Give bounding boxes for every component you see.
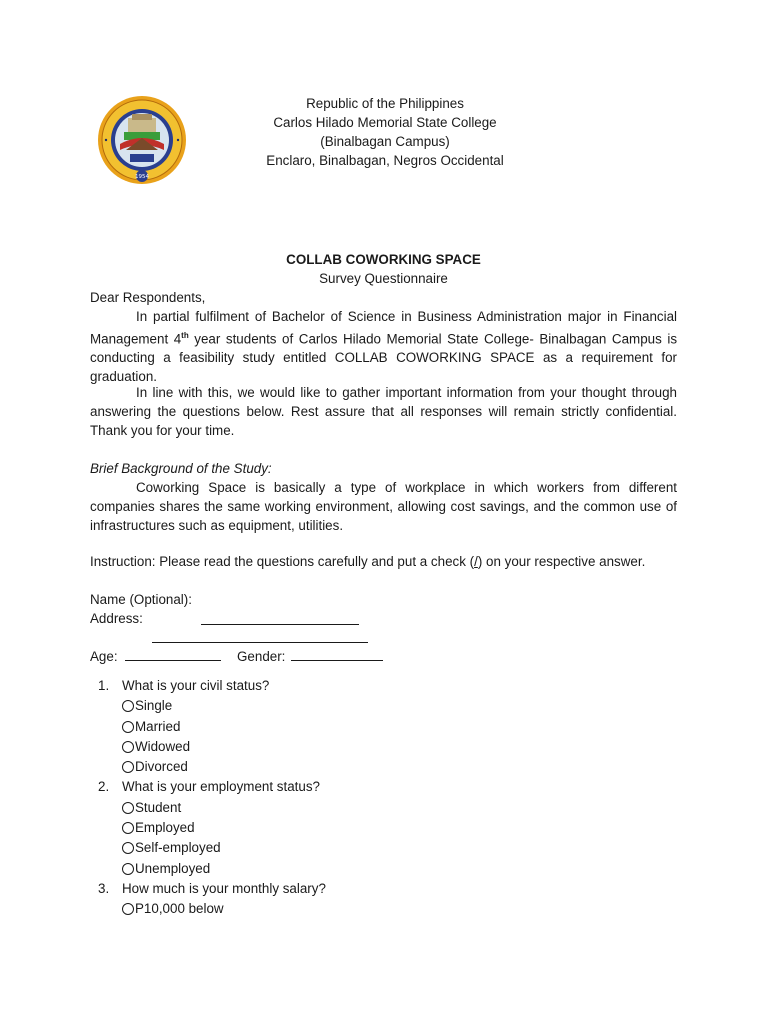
radio-icon[interactable] xyxy=(122,903,134,915)
radio-icon[interactable] xyxy=(122,761,134,773)
option-self-employed[interactable]: Self-employed xyxy=(98,838,658,858)
document-title-block xyxy=(90,250,677,288)
header-line-campus: (Binalbagan Campus) xyxy=(320,134,450,149)
name-field-label: Name (Optional): xyxy=(90,592,192,607)
question-list xyxy=(98,676,658,920)
option-employed[interactable]: Employed xyxy=(98,818,658,838)
question-3: 3. How much is your monthly salary? P10,000 below xyxy=(98,879,658,920)
age-field-label: Age: xyxy=(90,649,118,664)
question-2: 2. What is your employment status? Student Employed Self-employed Unemployed xyxy=(98,777,658,878)
radio-icon[interactable] xyxy=(122,802,134,814)
gender-input-line[interactable] xyxy=(291,648,383,661)
radio-icon[interactable] xyxy=(122,741,134,753)
header-line-college: Carlos Hilado Memorial State College xyxy=(273,115,497,130)
option-student[interactable]: Student xyxy=(98,798,658,818)
letter-paragraph-1: In partial fulfilment of Bachelor of Science in Business Administration major in Financial Management 4th year students of Carlos Hilado Memorial State College- Binalbagan Campus is conducting a feasibility study entitled COLLAB COWORKING SPACE as a requirement for graduation. xyxy=(90,309,678,385)
address-line-2[interactable] xyxy=(152,630,368,643)
option-p10000-below[interactable]: P10,000 below xyxy=(98,899,658,919)
background-heading: Brief Background of the Study: xyxy=(90,461,272,476)
instruction-text: Instruction: Please read the questions carefully and put a check (/) on your respective answer. xyxy=(90,554,646,569)
question-1-text: What is your civil status? xyxy=(122,678,270,693)
option-single[interactable]: Single xyxy=(98,696,658,716)
header-line-republic: Republic of the Philippines xyxy=(306,96,464,111)
option-divorced[interactable]: Divorced xyxy=(98,757,658,777)
check-mark-symbol: / xyxy=(474,554,478,569)
document-subtitle: Survey Questionnaire xyxy=(319,271,448,286)
question-3-text: How much is your monthly salary? xyxy=(122,880,326,896)
age-input-line[interactable] xyxy=(125,648,221,661)
option-unemployed[interactable]: Unemployed xyxy=(98,859,658,879)
option-widowed[interactable]: Widowed xyxy=(98,737,658,757)
option-married[interactable]: Married xyxy=(98,717,658,737)
document-title: COLLAB COWORKING SPACE xyxy=(286,252,481,267)
background-paragraph: Coworking Space is basically a type of workplace in which workers from different companies shares the same working environment, allowing cost savings, and the common use of infrastructures such as equipment, utilities. xyxy=(90,480,677,533)
radio-icon[interactable] xyxy=(122,842,134,854)
age-gender-fields xyxy=(90,647,677,666)
institution-header xyxy=(230,94,540,170)
logo-year: 1954 xyxy=(135,174,149,180)
college-seal-logo xyxy=(96,92,188,188)
gender-field-label: Gender: xyxy=(237,649,286,664)
question-1: 1. What is your civil status? Single Married Widowed Divorced xyxy=(98,676,658,777)
header-line-address: Enclaro, Binalbagan, Negros Occidental xyxy=(266,153,504,168)
letter-paragraph-2: In line with this, we would like to gather important information from your thought through answering the questions below. Rest assure that all responses will remain strictly confidential. Thank you for your time. xyxy=(90,385,677,438)
question-2-text: What is your employment status? xyxy=(122,779,320,795)
address-field xyxy=(90,609,677,628)
radio-icon[interactable] xyxy=(122,863,134,875)
radio-icon[interactable] xyxy=(122,700,134,712)
radio-icon[interactable] xyxy=(122,822,134,834)
address-field-label: Address: xyxy=(90,611,143,626)
letter-greeting: Dear Respondents, xyxy=(90,290,206,305)
address-line-1[interactable] xyxy=(201,612,359,625)
radio-icon[interactable] xyxy=(122,721,134,733)
